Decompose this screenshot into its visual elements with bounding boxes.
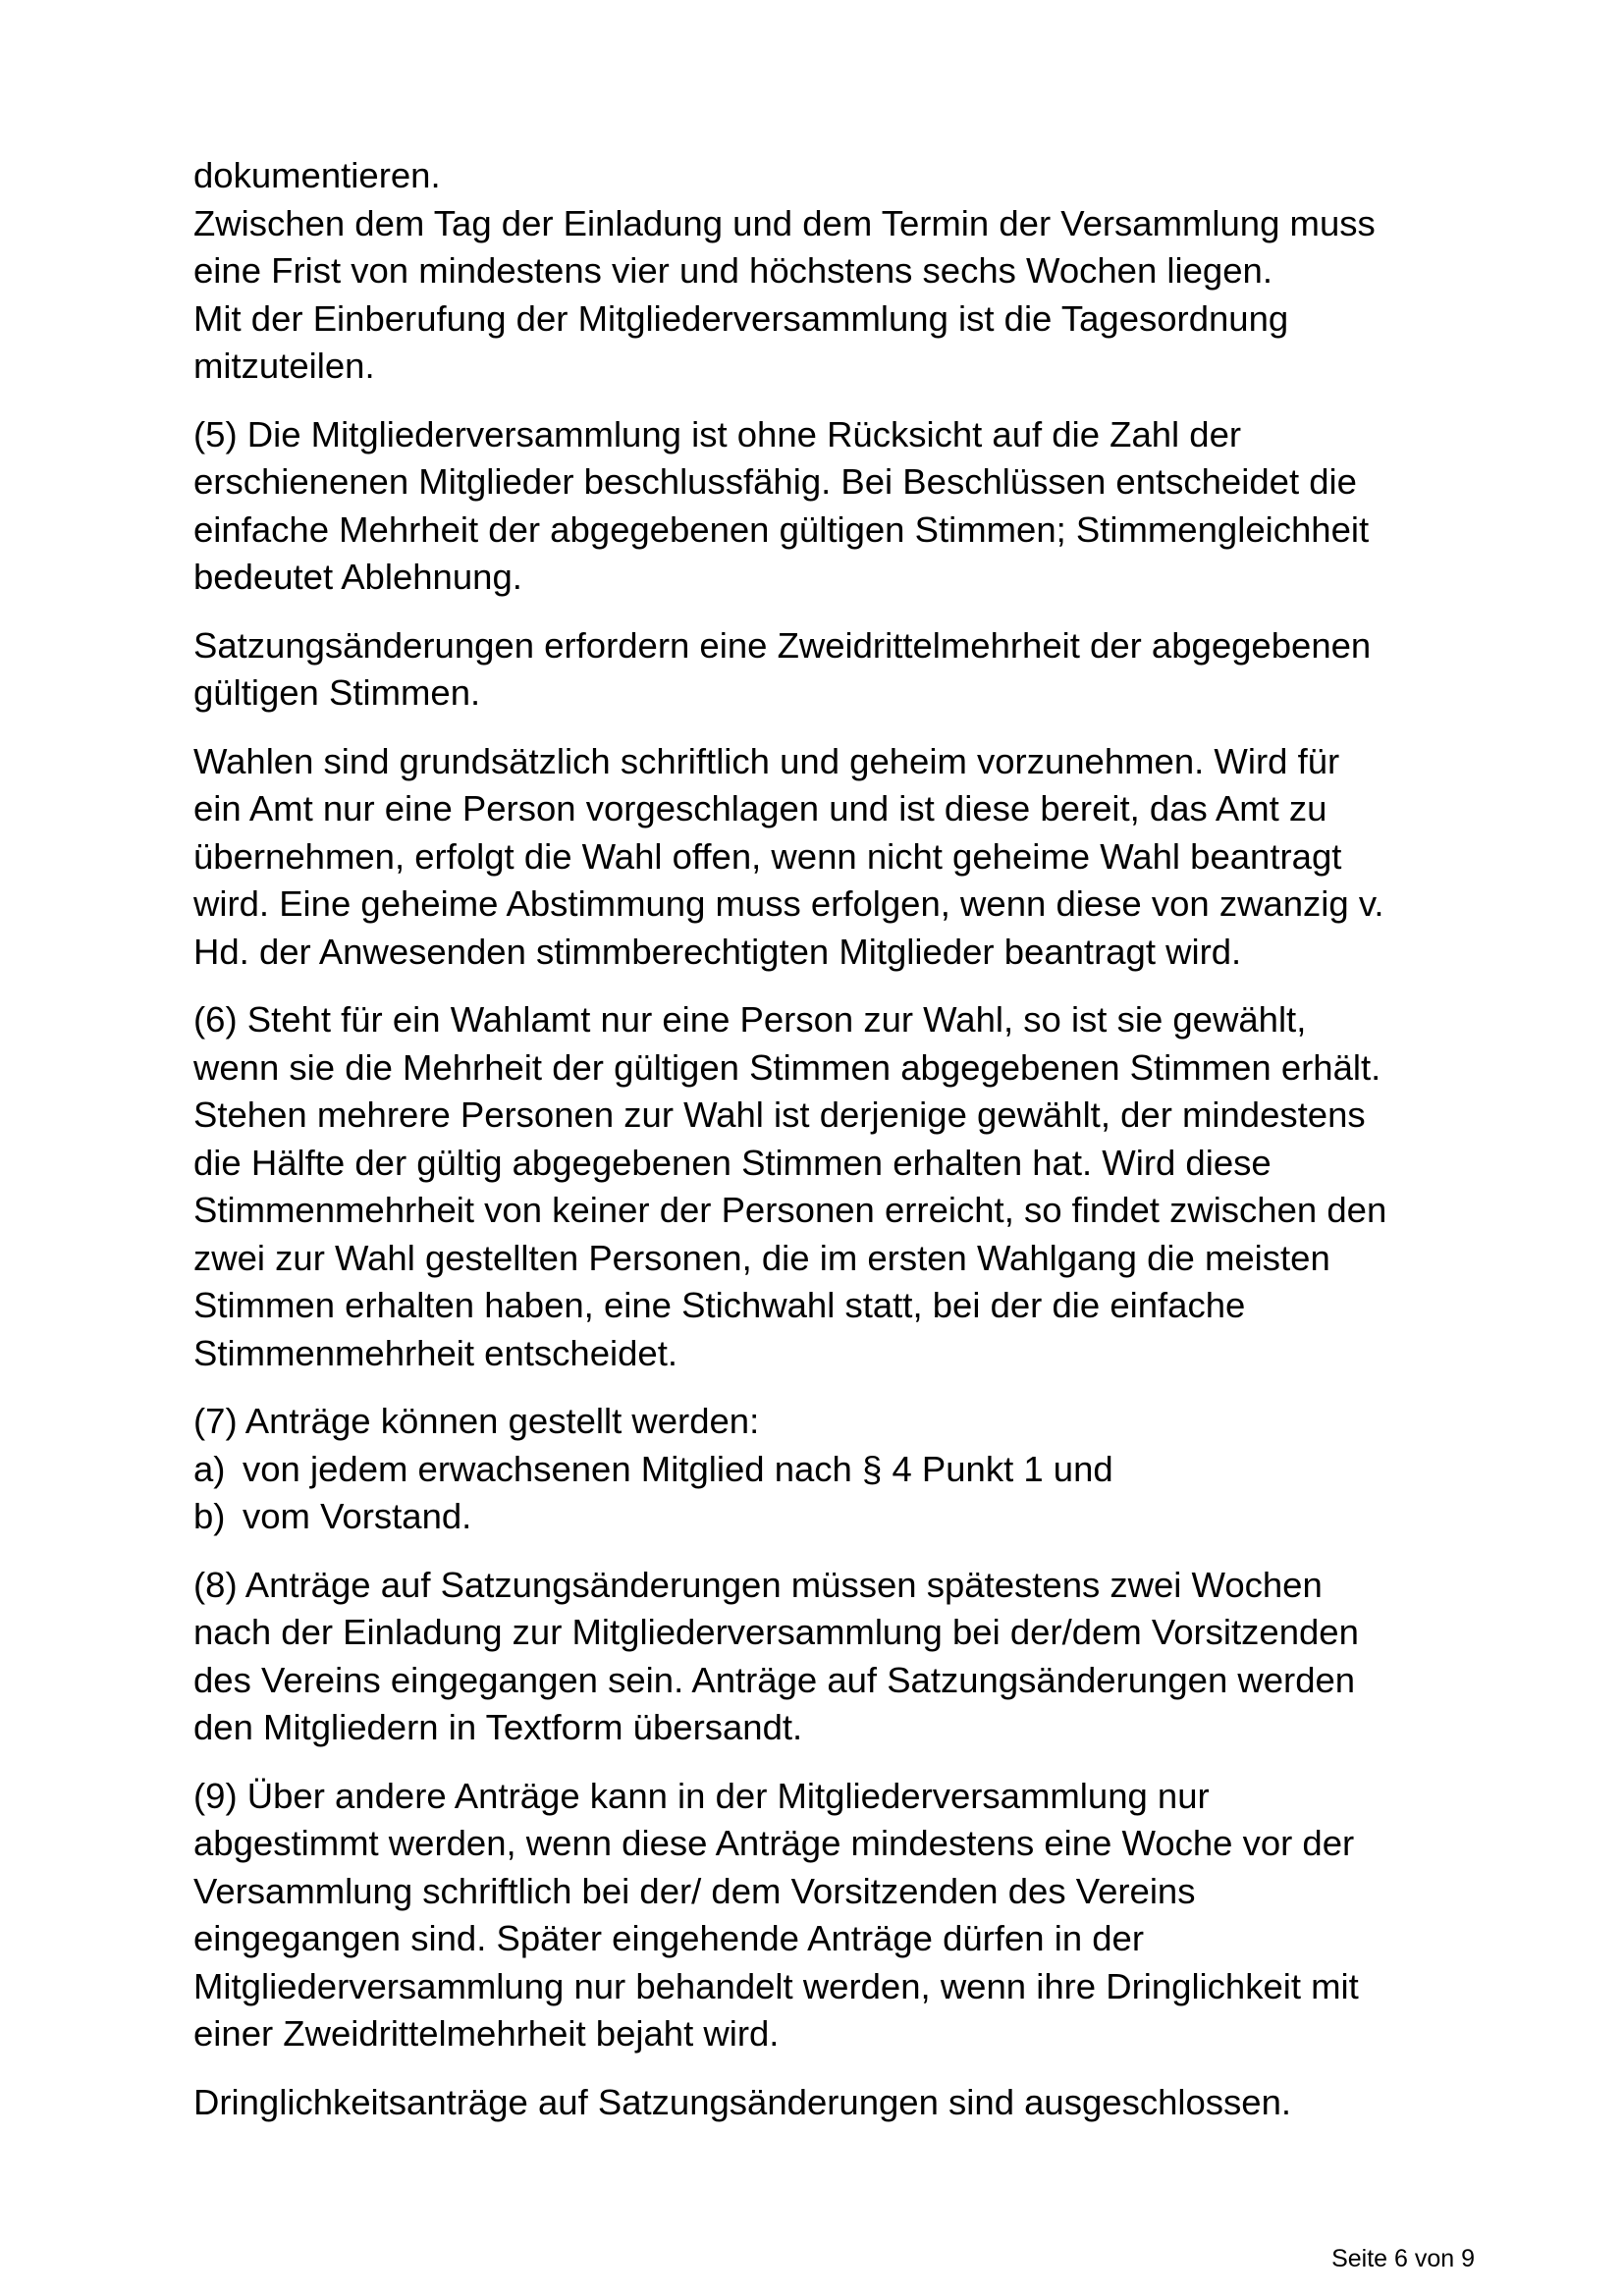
text-line: Versammlung schriftlich bei der/ dem Vorsitzenden des Vereins <box>193 1870 1196 1911</box>
text-line: die Hälfte der gültig abgegebenen Stimmen erhalten hat. Wird diese <box>193 1142 1272 1183</box>
text-line: eine Frist von mindestens vier und höchstens sechs Wochen liegen. <box>193 250 1272 291</box>
text-line: eingegangen sind. Später eingehende Anträge dürfen in der <box>193 1918 1145 1958</box>
text-line: bedeutet Ablehnung. <box>193 557 522 597</box>
text-line: Dringlichkeitsanträge auf Satzungsänderungen sind ausgeschlossen. <box>193 2081 1292 2122</box>
paragraph-8-amendment-motions <box>193 1562 1489 1752</box>
text-line: den Mitgliedern in Textform übersandt. <box>193 1707 803 1747</box>
text-line: Satzungsänderungen erfordern eine Zweidrittelmehrheit der abgegebenen <box>193 624 1372 666</box>
text-line: Zwischen dem Tag der Einladung und dem Termin der Versammlung muss <box>193 202 1376 243</box>
text-line: Wahlen sind grundsätzlich schriftlich und geheim vorzunehmen. Wird für <box>193 740 1340 781</box>
paragraph-urgency-motions <box>193 2079 1489 2127</box>
text-line: (8) Anträge auf Satzungsänderungen müssen spätestens zwei Wochen <box>193 1564 1323 1605</box>
text-line: mitzuteilen. <box>193 346 375 386</box>
text-line: gültigen Stimmen. <box>193 672 481 713</box>
paragraph-invitation-deadline <box>193 152 1489 391</box>
text-line: wird. Eine geheime Abstimmung muss erfolgen, wenn diese von zwanzig v. <box>193 883 1384 924</box>
list-marker: a) <box>193 1448 226 1489</box>
document-body <box>193 152 1489 2147</box>
text-line: erschienenen Mitglieder beschlussfähig. Bei Beschlüssen entscheidet die <box>193 461 1357 502</box>
text-line: Stimmenmehrheit von keiner der Personen erreicht, so findet zwischen den <box>193 1190 1387 1230</box>
text-line: (6) Steht für ein Wahlamt nur eine Person zur Wahl, so ist sie gewählt, <box>193 999 1307 1040</box>
text-line: einfache Mehrheit der abgegebenen gültigen Stimmen; Stimmengleichheit <box>193 508 1370 550</box>
text-line: Stehen mehrere Personen zur Wahl ist derjenige gewählt, der mindestens <box>193 1095 1366 1135</box>
text-line: Stimmenmehrheit entscheidet. <box>193 1332 677 1373</box>
list-item <box>193 1446 1489 1494</box>
text-line: des Vereins eingegangen sein. Anträge auf Satzungsänderungen werden <box>193 1659 1356 1700</box>
paragraph-7-motions <box>193 1398 1489 1541</box>
text-line: (5) Die Mitgliederversammlung ist ohne Rücksicht auf die Zahl der <box>193 413 1242 454</box>
text-line: Mit der Einberufung der Mitgliederversammlung ist die Tagesordnung <box>193 297 1289 339</box>
text-line: einer Zweidrittelmehrheit bejaht wird. <box>193 2013 780 2054</box>
text-line: übernehmen, erfolgt die Wahl offen, wenn nicht geheime Wahl beantragt <box>193 835 1342 877</box>
text-line: Hd. der Anwesenden stimmberechtigten Mitglieder beantragt wird. <box>193 931 1242 972</box>
paragraph-5-quorum <box>193 411 1489 602</box>
paragraph-9-other-motions <box>193 1773 1489 2058</box>
text-line: abgestimmt werden, wenn diese Anträge mindestens eine Woche vor der <box>193 1823 1355 1863</box>
paragraph-statute-amendments <box>193 622 1489 718</box>
text-line: Mitgliederversammlung nur behandelt werden, wenn ihre Dringlichkeit mit <box>193 1965 1359 2006</box>
list-intro: (7) Anträge können gestellt werden: <box>193 1401 760 1441</box>
text-line: nach der Einladung zur Mitgliederversammlung bei der/dem Vorsitzenden <box>193 1612 1359 1652</box>
text-line: Stimmen erhalten haben, eine Stichwahl statt, bei der die einfache <box>193 1285 1246 1325</box>
text-line: dokumentieren. <box>193 155 441 195</box>
list-marker: b) <box>193 1496 226 1536</box>
text-line: wenn sie die Mehrheit der gültigen Stimmen abgegebenen Stimmen erhält. <box>193 1046 1381 1088</box>
paragraph-elections <box>193 738 1489 977</box>
text-line: zwei zur Wahl gestellten Personen, die im ersten Wahlgang die meisten <box>193 1237 1330 1278</box>
list-item <box>193 1493 1489 1541</box>
text-line: (9) Über andere Anträge kann in der Mitgliederversammlung nur <box>193 1775 1210 1816</box>
page-number: Seite 6 von 9 <box>1331 2245 1475 2272</box>
text-line: ein Amt nur eine Person vorgeschlagen und ist diese bereit, das Amt zu <box>193 788 1327 828</box>
list-item-text: vom Vorstand. <box>243 1496 472 1536</box>
list-item-text: von jedem erwachsenen Mitglied nach § 4 Punkt 1 und <box>243 1448 1113 1489</box>
paragraph-6-election-majority <box>193 996 1489 1377</box>
